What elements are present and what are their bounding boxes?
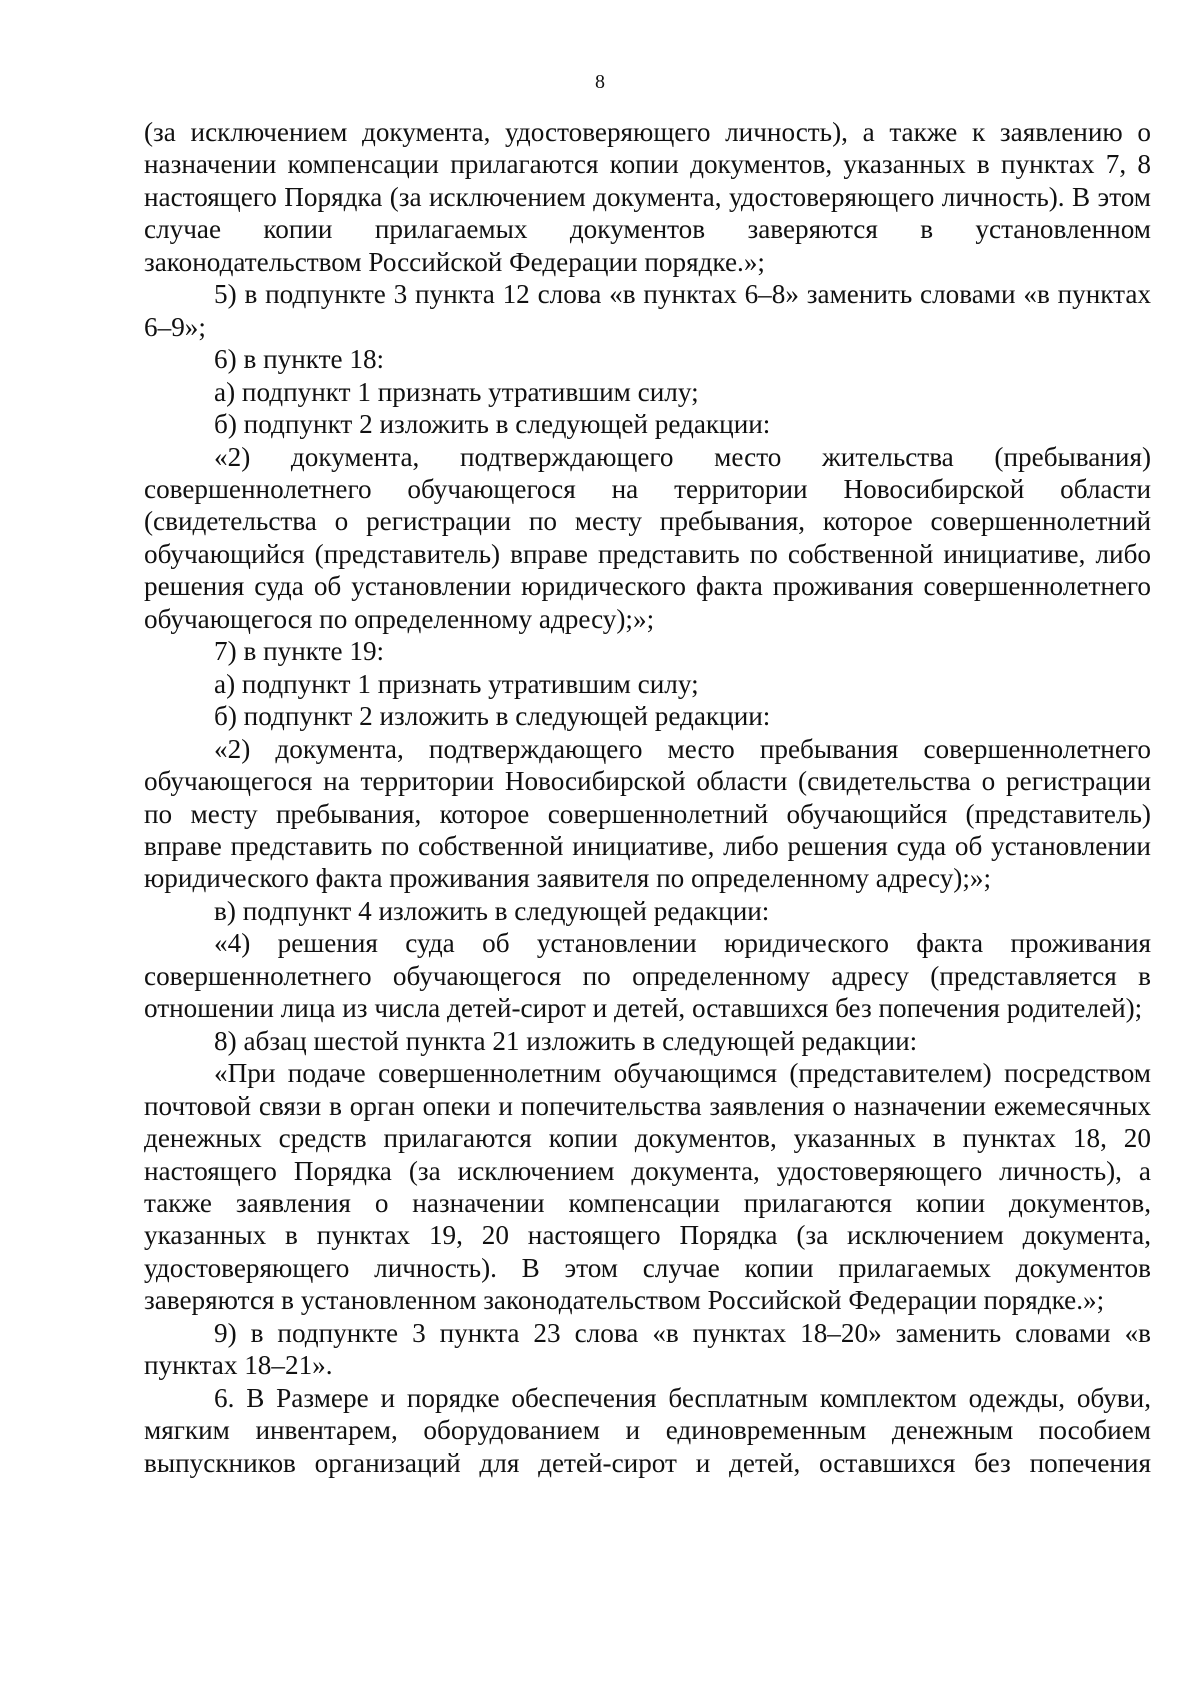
paragraph-item-9: 9) в подпункте 3 пункта 23 слова «в пунктах 18–20» заменить словами «в пунктах 18–21». [144, 1317, 1151, 1381]
paragraph-item-7: 7) в пункте 19: [214, 636, 385, 667]
paragraph-quote-7b: «2) документа, подтверждающего место пребывания совершеннолетнего обучающегося на территории Новосибирской области (свидетельства о регистрации по месту пребывания, которое совершеннолетний обучающийся (представитель) вправе представить по собственной инициативе, либо решения суда об установлении юридического факта проживания заявителя по определенному адресу);»; [144, 733, 1151, 894]
paragraph-item-5: 5) в подпункте 3 пункта 12 слова «в пунктах 6–8» заменить словами «в пунктах 6–9»; [144, 279, 1151, 342]
paragraph-quote-8: «При подаче совершеннолетним обучающимся (представителем) посредством почтовой связи в орган опеки и попечительства заявления о назначении ежемесячных денежных средств прилагаются копии документов, указанных в пунктах 18, 20 настоящего Порядка (за исключением документа, удостоверяющего личность), а также заявления о назначении компенсации прилагаются копии документов, указанных в пунктах 19, 20 настоящего Порядка (за исключением документа, удостоверяющего личность). В этом случае копии прилагаемых документов заверяются в установленном законодательством Российской Федерации порядке.»; [144, 1058, 1151, 1316]
paragraph-continuation: (за исключением документа, удостоверяющего личность), а также к заявлению о назначении компенсации прилагаются копии документов, указанных в пунктах 7, 8 настоящего Порядка (за исключением документа, удостоверяющего личность). В этом случае копии прилагаемых документов заверяются в установленном законодательством Российской Федерации порядке.»; [144, 117, 1151, 277]
paragraph-item-7b: б) подпункт 2 изложить в следующей редакции: [214, 701, 771, 732]
paragraph-item-7v: в) подпункт 4 изложить в следующей редакции: [214, 895, 770, 926]
paragraph-item-7a: а) подпункт 1 признать утратившим силу; [214, 668, 699, 699]
document-body [144, 116, 1151, 1479]
paragraph-section-6: 6. В Размере и порядке обеспечения бесплатным комплектом одежды, обуви, мягким инвентарем, оборудованием и единовременным денежным пособием выпускников организаций для детей-сирот и детей, оставшихся без попечения [144, 1382, 1151, 1478]
paragraph-quote-7v: «4) решения суда об установлении юридического факта проживания совершеннолетнего обучающегося по определенному адресу (представляется в отношении лица из числа детей-сирот и детей, оставшихся без попечения родителей); [144, 928, 1151, 1024]
paragraph-item-6: 6) в пункте 18: [214, 344, 385, 375]
page-number: 8 [595, 71, 605, 93]
paragraph-quote-6b: «2) документа, подтверждающего место жительства (пребывания) совершеннолетнего обучающегося на территории Новосибирской области (свидетельства о регистрации по месту пребывания, которое совершеннолетний обучающийся (представитель) вправе представить по собственной инициативе, либо решения суда об установлении юридического факта проживания совершеннолетнего обучающегося по определенному адресу);»; [144, 441, 1151, 634]
paragraph-item-6a: а) подпункт 1 признать утратившим силу; [214, 376, 699, 407]
paragraph-item-8: 8) абзац шестой пункта 21 изложить в следующей редакции: [214, 1025, 918, 1056]
paragraph-item-6b: б) подпункт 2 изложить в следующей редакции: [214, 409, 771, 440]
